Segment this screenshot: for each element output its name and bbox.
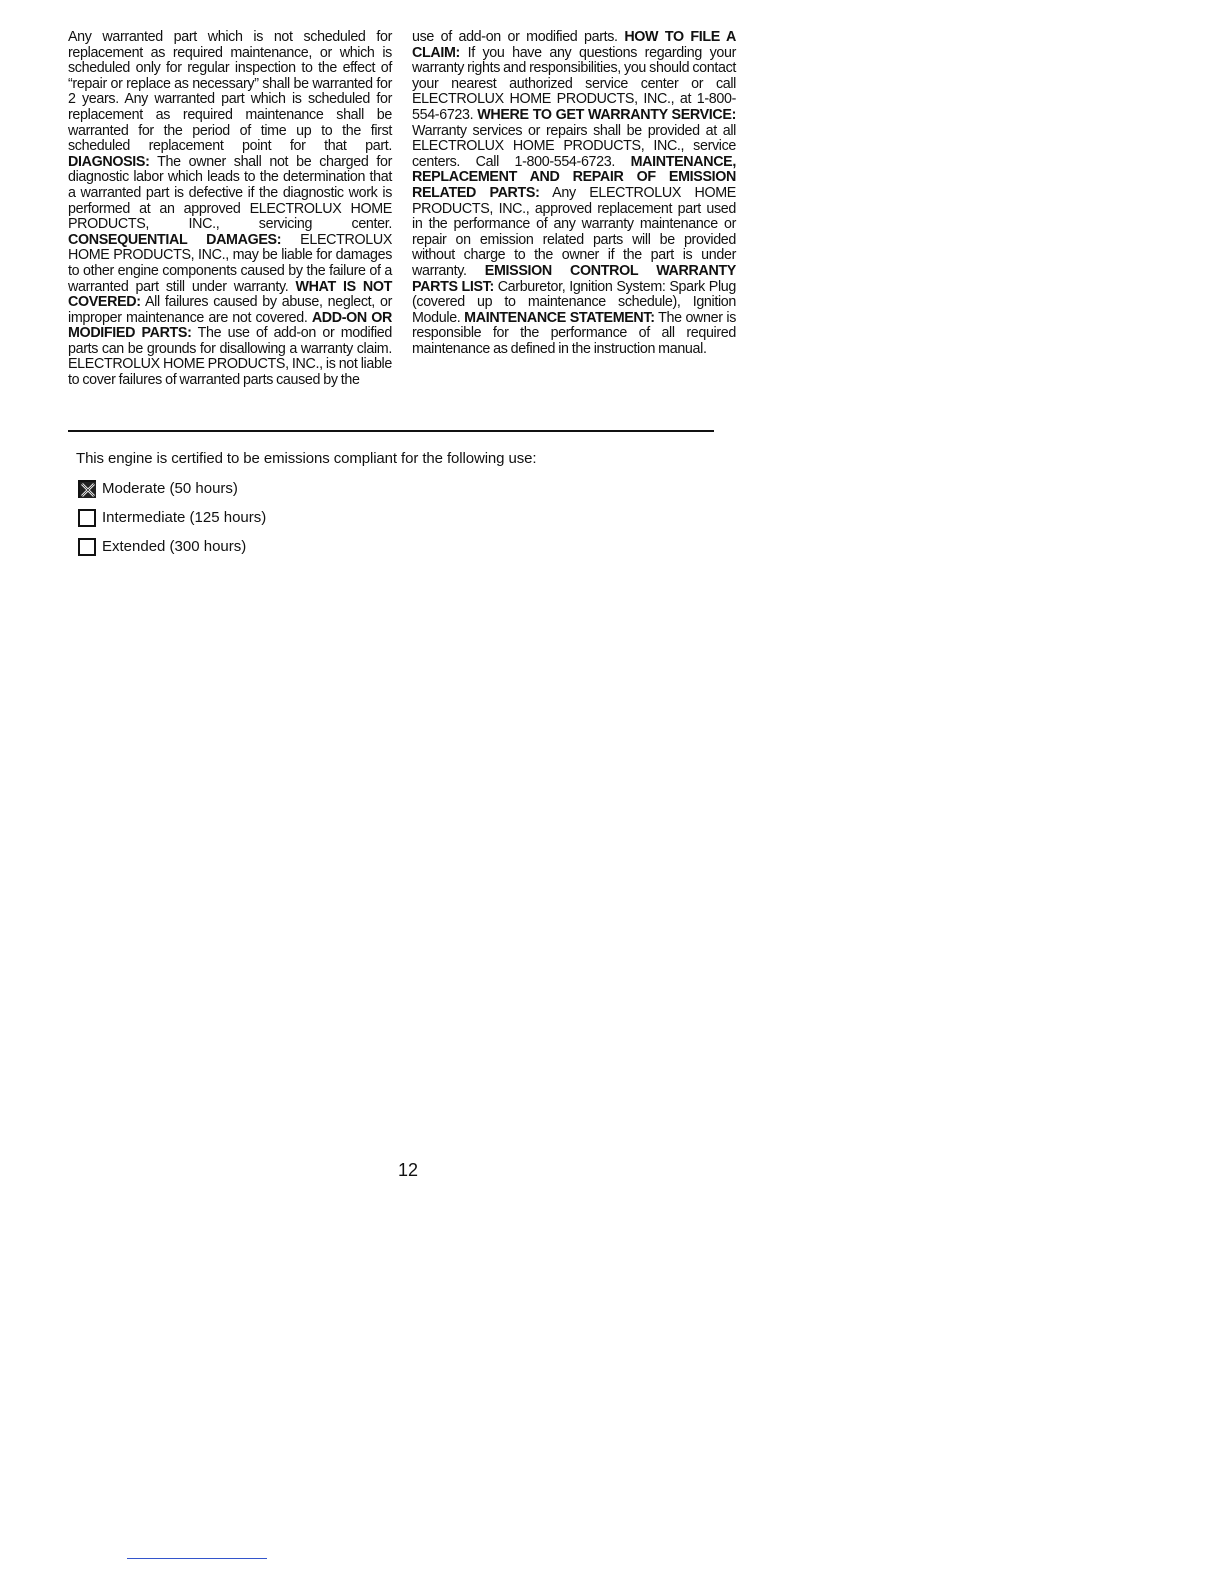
left-column-text: All failures caused by abuse, neglect, or improper maintenance are not covered. (68, 294, 392, 326)
checked-x-icon (79, 481, 97, 499)
left-column-heading: ADD-ON OR MODIFIED PARTS: (68, 309, 392, 342)
option-extended-label: Extended (300 hours) (102, 538, 247, 555)
right-column-heading: WHERE TO GET WARRANTY SERVICE: (477, 106, 736, 123)
right-column-heading: MAINTENANCE STATEMENT: (464, 309, 655, 326)
checkbox-moderate[interactable] (78, 480, 96, 498)
checkbox-intermediate[interactable] (78, 509, 96, 527)
right-column-text: Carburetor, Ignition System: Spark Plug (covered up to maintenance schedule), Ignition Module. (412, 278, 736, 326)
right-column-text: If you have any questions regarding your warranty rights and responsibilities, you should contact your nearest authorized service center or call ELECTROLUX HOME PRODUCTS, INC., at 1-800-554-6723. (412, 44, 736, 123)
warranty-left-paragraph (68, 30, 392, 389)
page-number: 12 (398, 1160, 419, 1180)
warranty-right-paragraph (412, 30, 736, 357)
right-column-heading: EMISSION CONTROL WARRANTY PARTS LIST: (412, 262, 736, 295)
left-column-text: ELECTROLUX HOME PRODUCTS, INC., may be liable for damages to other engine components caused by the failure of a warranted part still under warranty. (68, 231, 392, 295)
right-column-text: Any ELECTROLUX HOME PRODUCTS, INC., approved replacement part used in the performance of any warranty maintenance or repair on emission related parts will be provided without charge to the owner if the part is under warranty. (412, 184, 736, 279)
checkbox-extended[interactable] (78, 538, 96, 556)
footer-link-line (127, 1558, 267, 1559)
right-column-heading: HOW TO FILE A CLAIM: (412, 29, 736, 61)
option-extended[interactable] (78, 538, 246, 556)
section-divider (68, 430, 714, 432)
right-column-heading: MAINTENANCE, REPLACEMENT AND REPAIR OF EMISSION RELATED PARTS: (412, 153, 736, 201)
right-column-text: Warranty services or repairs shall be provided at all ELECTROLUX HOME PRODUCTS, INC., service centers. Call 1-800-554-6723. (412, 122, 736, 170)
option-intermediate-label: Intermediate (125 hours) (102, 509, 267, 526)
right-column-text: use of add-on or modified parts. (412, 29, 625, 45)
left-column-heading: DIAGNOSIS: (68, 153, 150, 170)
left-column-heading: WHAT IS NOT COVERED: (68, 278, 392, 311)
left-column-text: Any warranted part which is not scheduled for replacement as required maintenance, or which is scheduled only for regular inspection to the effect of “repair or replace as necessary” shall be warranted for 2 years. Any warranted part which is scheduled for replacement as required maintenance shall be warranted for the period of time up to the first scheduled replacement point for that part. (68, 29, 392, 155)
option-intermediate[interactable] (78, 509, 266, 527)
warranty-left-column (68, 30, 392, 389)
right-column-text: The owner is responsible for the performance of all required maintenance as defined in the instruction manual. (412, 309, 736, 357)
warranty-right-column (412, 30, 736, 357)
left-column-text: The use of add-on or modified parts can be grounds for disallowing a warranty claim. ELECTROLUX HOME PRODUCTS, INC., is not liable to cover failures of warranted parts caused by the (68, 325, 392, 389)
option-moderate-label: Moderate (50 hours) (102, 480, 238, 497)
left-column-heading: CONSEQUENTIAL DAMAGES: (68, 231, 282, 248)
certification-statement: This engine is certified to be emissions compliant for the following use: (76, 450, 537, 467)
left-column-text: The owner shall not be charged for diagnostic labor which leads to the determination that a warranted part is defective if the diagnostic work is performed at an approved ELECTROLUX HOME PRODUCTS, INC., servicing center. (68, 153, 392, 233)
option-moderate[interactable] (78, 480, 238, 498)
